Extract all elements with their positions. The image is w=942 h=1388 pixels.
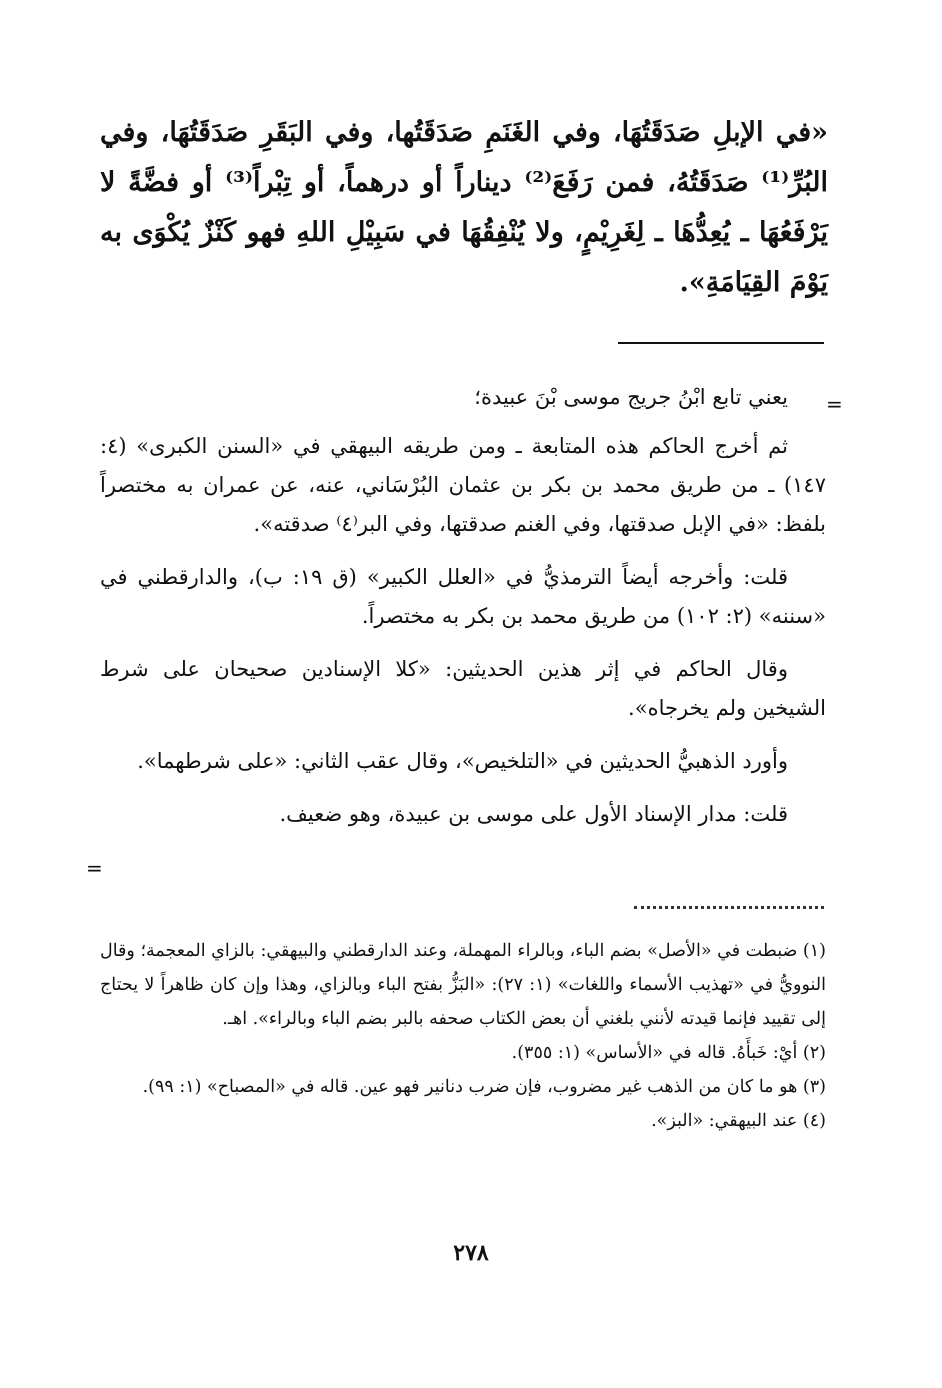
- continuation-mark-top: =: [826, 392, 843, 416]
- footnote-4: (٤) عند البيهقي: «البز».: [651, 1111, 826, 1131]
- footnote-separator: [634, 906, 824, 909]
- hadith-text-block: [100, 108, 828, 308]
- footnote-2: (٢) أيْ: خَبأَهُ. قاله في «الأساس» (١: ٣٥٥).: [511, 1043, 826, 1063]
- commentary-paragraph-1: يعني تابع ابْنُ جريج موسى بْنَ عبيدة؛: [474, 385, 788, 409]
- footnote-3: (٣) هو ما كان من الذهب غير مضروب، فإن ضرب دنانير فهو عين. قاله في «المصباح» (١: ٩٩).: [142, 1077, 826, 1097]
- commentary-paragraph-3: قلت: وأخرجه أيضاً الترمذيُّ في «العلل الكبير» (ق ١٩: ب)، والدارقطني في «سننه» (٢: ١٠٢) من طريق محمد بن بكر به مختصراً.: [100, 565, 826, 628]
- separator-rule: [618, 342, 824, 344]
- commentary-block: [100, 378, 826, 848]
- page-number: ٢٧٨: [453, 1240, 489, 1266]
- commentary-paragraph-6: قلت: مدار الإسناد الأول على موسى بن عبيدة، وهو ضعيف.: [279, 802, 788, 826]
- footnotes-block: [100, 934, 826, 1138]
- continuation-mark-bottom: =: [86, 856, 103, 880]
- footnote-1: (١) ضبطت في «الأصل» بضم الباء، وبالراء المهملة، وعند الدارقطني والبيهقي: بالزاي المعجمة؛ وقال النوويُّ في «تهذيب الأسماء واللغات» (١: ٢٧): «البَزُّ بفتح الباء وبالزاي، وهذا وإن كان ظاهراً لا يحتاج إلى تقييد فإنما قيدته لأنني بلغني أن بعض الكتاب صحفه بالبر بضم الباء وبالراء». اهـ.: [100, 941, 826, 1029]
- hadith-text: «في الإبلِ صَدَقَتُهَا، وفي الغَنَمِ صَدَقَتُها، وفي البَقَرِ صَدَقَتُهَا، وفي البُرِّ⁽¹⁾ صَدَقَتُهُ، فمن رَفَعَ⁽²⁾ ديناراً أو درهماً، أو تِبْراً⁽³⁾ أو فضَّةً لا يَرْفَعُهَا ـ يُعِدُّهَا ـ لِغَرِيْمٍ، ولا يُنْفِقُهَا في سَبِيْلِ اللهِ فهو كَنْزٌ يُكْوَى به يَوْمَ القِيَامَةِ».: [100, 117, 829, 298]
- commentary-paragraph-4: وقال الحاكم في إثر هذين الحديثين: «كلا الإسنادين صحيحان على شرط الشيخين ولم يخرجاه».: [100, 657, 826, 720]
- commentary-paragraph-2: ثم أخرج الحاكم هذه المتابعة ـ ومن طريقه البيهقي في «السنن الكبرى» (٤: ١٤٧) ـ من طريق محمد بن بكر بن عثمان البُرْسَاني، عنه، عن عمران به مختصراً بلفظ: «في الإبل صدقتها، وفي الغنم صدقتها، وفي البر⁽٤⁾ صدقته».: [100, 434, 826, 536]
- commentary-paragraph-5: وأورد الذهبيُّ الحديثين في «التلخيص»، وقال عقب الثاني: «على شرطهما».: [137, 749, 788, 773]
